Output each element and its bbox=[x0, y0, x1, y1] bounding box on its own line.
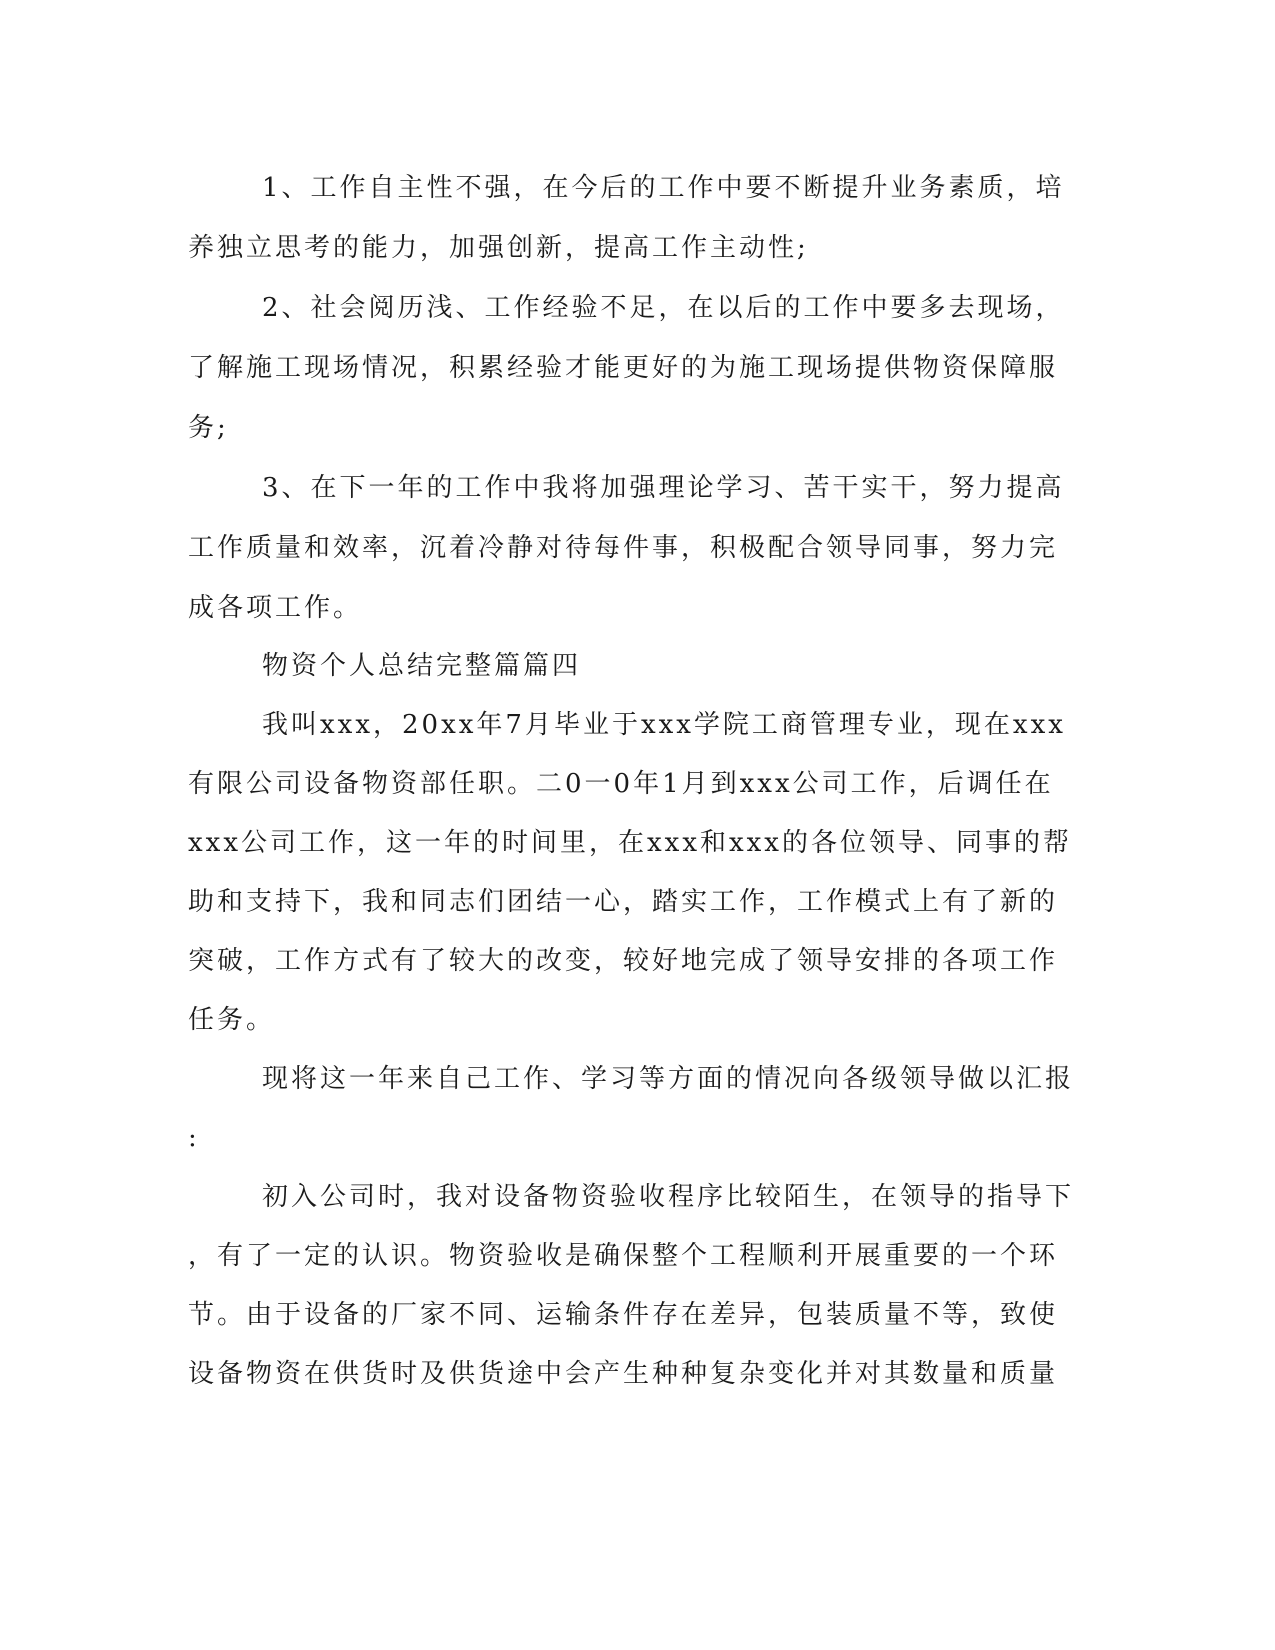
section-heading: 物资个人总结完整篇篇四 bbox=[262, 651, 582, 681]
text-line: 务; bbox=[188, 413, 229, 443]
text-line: 助和支持下，我和同志们团结一心，踏实工作，工作模式上有了新的 bbox=[188, 887, 1059, 917]
text-line: 现将这一年来自己工作、学习等方面的情况向各级领导做以汇报 bbox=[262, 1064, 1075, 1094]
text-line: 有限公司设备物资部任职。二0一0年1月到xxx公司工作，后调任在 bbox=[188, 769, 1054, 799]
text-line: 工作质量和效率，沉着冷静对待每件事，积极配合领导同事，努力完 bbox=[188, 533, 1059, 563]
text-line: 任务。 bbox=[188, 1005, 276, 1035]
text-line: 我叫xxx，20xx年7月毕业于xxx学院工商管理专业，现在xxx bbox=[262, 710, 1066, 740]
text-line: ，有了一定的认识。物资验收是确保整个工程顺利开展重要的一个环 bbox=[188, 1241, 1059, 1271]
text-line: 1、工作自主性不强，在今后的工作中要不断提升业务素质，培 bbox=[262, 173, 1065, 203]
text-line: 2、社会阅历浅、工作经验不足，在以后的工作中要多去现场， bbox=[262, 293, 1065, 323]
text-line: 3、在下一年的工作中我将加强理论学习、苦干实干，努力提高 bbox=[262, 473, 1065, 503]
text-line: 成各项工作。 bbox=[188, 593, 363, 623]
text-line: 节。由于设备的厂家不同、运输条件存在差异，包装质量不等，致使 bbox=[188, 1300, 1059, 1330]
text-line: 突破，工作方式有了较大的改变，较好地完成了领导安排的各项工作 bbox=[188, 946, 1059, 976]
text-line: xxx公司工作，这一年的时间里，在xxx和xxx的各位领导、同事的帮 bbox=[188, 828, 1072, 858]
text-line: : bbox=[188, 1123, 200, 1153]
text-line: 了解施工现场情况，积累经验才能更好的为施工现场提供物资保障服 bbox=[188, 353, 1059, 383]
text-line: 初入公司时，我对设备物资验收程序比较陌生，在领导的指导下 bbox=[262, 1182, 1075, 1212]
text-line: 养独立思考的能力，加强创新，提高工作主动性; bbox=[188, 233, 809, 263]
text-line: 设备物资在供货时及供货途中会产生种种复杂变化并对其数量和质量 bbox=[188, 1359, 1059, 1389]
